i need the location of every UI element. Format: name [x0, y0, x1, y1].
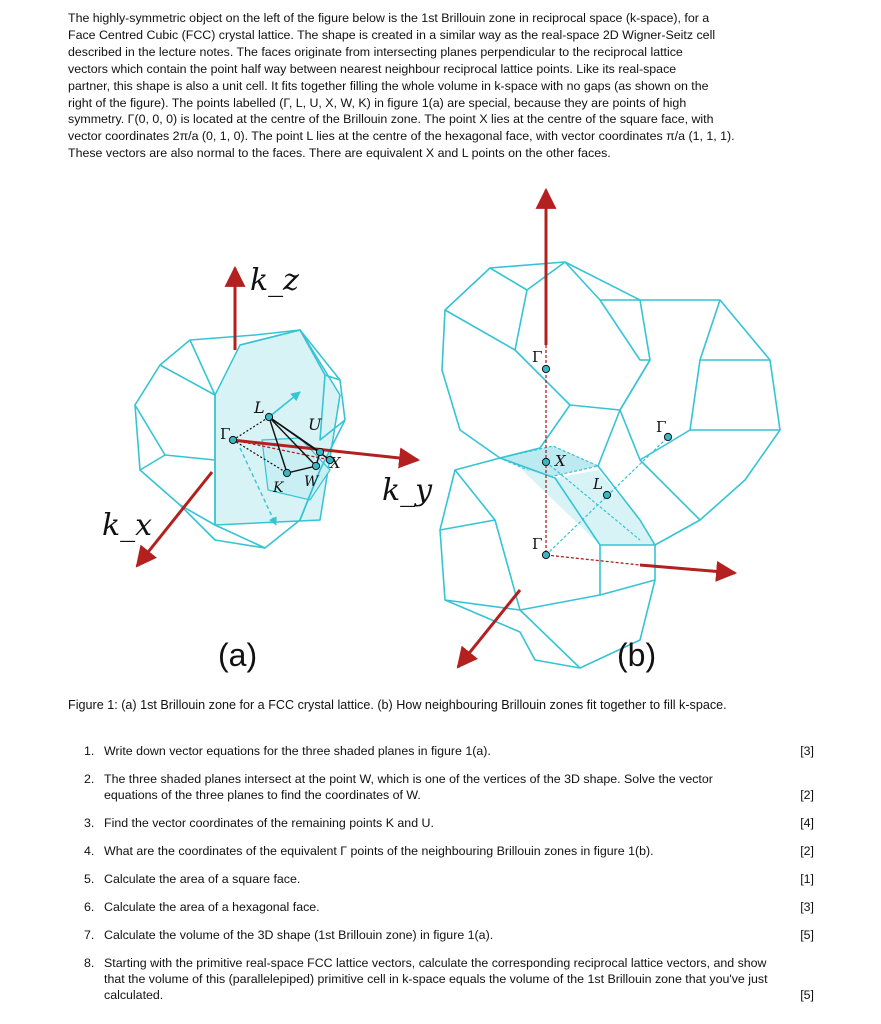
- question-text: What are the coordinates of the equivalent Γ points of the neighbouring Brillouin zones in figure 1(b).: [104, 844, 654, 858]
- question-text: Calculate the volume of the 3D shape (1st Brillouin zone) in figure 1(a).: [104, 928, 494, 942]
- gamma-bottom-label: Γ: [532, 535, 543, 553]
- bz-right-edges: [620, 410, 690, 460]
- x-label: X: [330, 454, 341, 472]
- question-item: [84, 871, 814, 887]
- bz-edges: [165, 455, 215, 460]
- x-point-b: [542, 458, 549, 465]
- panel-b-label: (b): [617, 637, 657, 673]
- question-item: [84, 771, 814, 803]
- gamma-right-label: Γ: [656, 418, 667, 436]
- question-text: Find the vector coordinates of the remaining points K and U.: [104, 816, 434, 830]
- gamma-bottom-dotted-line: [546, 555, 640, 565]
- question-marks: [5]: [800, 928, 814, 942]
- intro-line: The highly-symmetric object on the left of the figure below is the 1st Brillouin zone in reciprocal space (k-space), for a: [68, 11, 710, 25]
- intro-line: symmetry. Γ(0, 0, 0) is located at the centre of the Brillouin zone. The point X lies at the centre of the square face, with: [68, 112, 714, 127]
- gamma-point: [229, 436, 236, 443]
- question-number: 5.: [84, 872, 95, 886]
- intro-line: partner, this shape is also a unit cell. It fits together filling the whole volume in k-space with no gaps (as shown on the: [68, 78, 709, 93]
- kz-label: k_z: [250, 263, 299, 298]
- intro-line: These vectors are also normal to the faces. There are equivalent X and L points on the other faces.: [68, 146, 611, 161]
- bz-right-edges: [640, 460, 700, 520]
- figure-1: [0, 170, 881, 690]
- panel-a-label: (a): [218, 637, 258, 673]
- question-item: [84, 927, 814, 943]
- bz-top-edges: [600, 300, 650, 360]
- figure-caption: Figure 1: (a) 1st Brillouin zone for a FCC crystal lattice. (b) How neighbouring Brillouin zones fit together to fill k-space.: [68, 698, 727, 712]
- bz-top-edges: [490, 262, 565, 290]
- w-point: [312, 462, 319, 469]
- gamma-top-point: [542, 365, 549, 372]
- question-item: [84, 899, 814, 915]
- question-item: [84, 815, 814, 831]
- intro-paragraph: [68, 10, 816, 162]
- bz-right-edges: [690, 360, 780, 430]
- intro-line: described in the lecture notes. The faces originate from intersecting planes perpendicular to the reciprocal lattice: [68, 44, 683, 59]
- gamma-top-label: Γ: [532, 348, 543, 366]
- stacked-brillouin-zones-b: [440, 190, 780, 673]
- gamma-label: Γ: [220, 425, 231, 443]
- question-number: 2.: [84, 772, 95, 786]
- intro-line: vector coordinates 2π/a (0, 1, 0). The point L lies at the centre of the hexagonal face, with vector coordinates π/a (1, 1, 1).: [68, 129, 735, 144]
- question-text: Starting with the primitive real-space FCC lattice vectors, calculate the corresponding reciprocal lattice vectors, and show that the volume of this (parallelepiped) primitive cell in k-space equals the volume of the 1st Brillouin zone that you've just calculated.: [104, 956, 768, 1002]
- bz-top-edges: [515, 350, 570, 405]
- l-label: L: [254, 398, 265, 417]
- question-number: 3.: [84, 816, 95, 830]
- question-text: Calculate the area of a hexagonal face.: [104, 900, 320, 914]
- question-marks: [5]: [800, 988, 814, 1002]
- bz-bottom-edges: [520, 580, 655, 610]
- intro-line: vectors which contain the point half way between nearest neighbour reciprocal lattice points. Like its real-space: [68, 61, 677, 76]
- k-label: K: [273, 480, 284, 496]
- bz-right-edges: [700, 300, 770, 360]
- question-marks: [3]: [800, 744, 814, 758]
- question-list: [84, 743, 814, 1015]
- shaded-hexagon-face-b: [520, 468, 655, 545]
- question-number: 6.: [84, 900, 95, 914]
- question-text: The three shaded planes intersect at the point W, which is one of the vertices of the 3D shape. Solve the vector equations of the three planes to find the coordinates of W.: [104, 772, 713, 802]
- intro-line: Face Centred Cubic (FCC) crystal lattice. The shape is created in a similar way as the real-space 2D Wigner-Seitz cell: [68, 27, 716, 42]
- l-label-b: L: [593, 475, 603, 493]
- u-label: U: [308, 415, 322, 434]
- question-item: [84, 955, 814, 1003]
- bz-bottom-edges: [520, 610, 580, 668]
- question-text: Write down vector equations for the three shaded planes in figure 1(a).: [104, 744, 491, 758]
- question-marks: [1]: [800, 872, 814, 886]
- intro-line: right of the figure). The points labelled (Γ, L, U, X, W, K) in figure 1(a) are special, because they are points of high: [68, 95, 687, 110]
- question-marks: [2]: [800, 788, 814, 802]
- question-number: 8.: [84, 956, 95, 970]
- w-label: W: [304, 474, 319, 490]
- question-item: [84, 843, 814, 859]
- question-number: 1.: [84, 744, 95, 758]
- kx-label: k_x: [102, 508, 153, 543]
- bz-bottom-edges: [445, 520, 520, 610]
- gamma-bottom-point: [542, 551, 549, 558]
- k-point: [283, 469, 290, 476]
- brillouin-zone-a: [102, 263, 433, 673]
- question-number: 4.: [84, 844, 95, 858]
- question-item: [84, 743, 814, 759]
- question-text: Calculate the area of a square face.: [104, 872, 301, 886]
- u-point: [316, 448, 323, 455]
- x-label-b: X: [555, 452, 566, 470]
- question-number: 7.: [84, 928, 95, 942]
- question-marks: [3]: [800, 900, 814, 914]
- l-point: [265, 413, 272, 420]
- l-point-b: [603, 491, 610, 498]
- question-marks: [4]: [800, 816, 814, 830]
- bz-edges: [160, 340, 215, 395]
- ky-label: k_y: [382, 473, 433, 508]
- question-marks: [2]: [800, 844, 814, 858]
